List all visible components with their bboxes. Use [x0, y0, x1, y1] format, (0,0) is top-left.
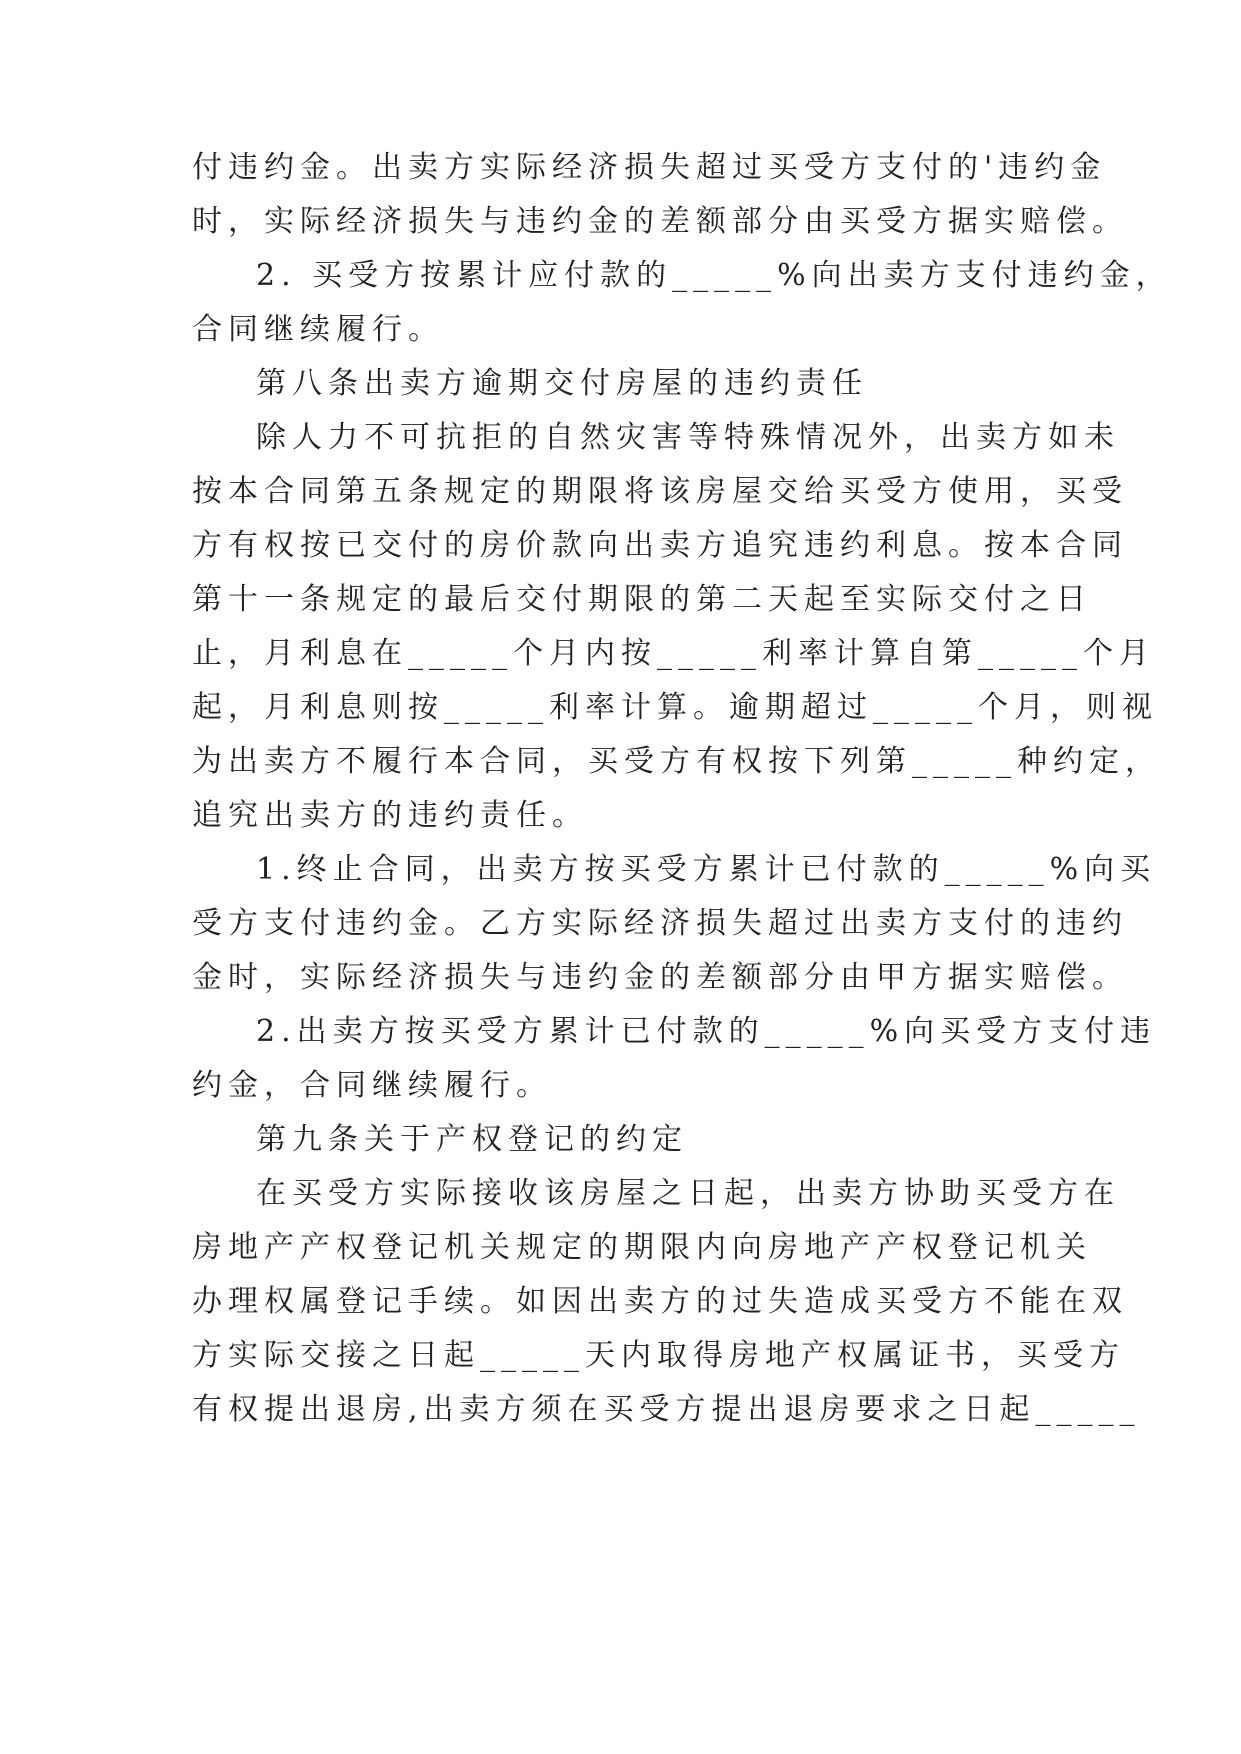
text-line: 办理权属登记手续。如因出卖方的过失造成买受方不能在双 [192, 1284, 1128, 1319]
section-heading: 第八条出卖方逾期交付房屋的违约责任 [256, 366, 868, 401]
text-line: 止，月利息在_____个月内按_____利率计算自第_____个月 [192, 636, 1155, 671]
text-line: 为出卖方不履行本合同，买受方有权按下列第_____种约定， [192, 744, 1161, 779]
text-line: 第十一条规定的最后交付期限的第二天起至实际交付之日 [192, 582, 1092, 617]
text-line: 金时，实际经济损失与违约金的差额部分由甲方据实赔偿。 [192, 960, 1128, 995]
text-line: 合同继续履行。 [192, 312, 444, 347]
text-line: 方有权按已交付的房价款向出卖方追究违约利息。按本合同 [192, 528, 1128, 563]
text-line: 受方支付违约金。乙方实际经济损失超过出卖方支付的违约 [192, 906, 1128, 941]
text-line: 在买受方实际接收该房屋之日起，出卖方协助买受方在 [256, 1176, 1120, 1211]
text-line: 按本合同第五条规定的期限将该房屋交给买受方使用，买受 [192, 474, 1128, 509]
text-line: 付违约金。出卖方实际经济损失超过买受方支付的'违约金 [192, 150, 1107, 185]
text-line: 2. 买受方按累计应付款的_____%向出卖方支付违约金， [256, 258, 1172, 293]
section-heading: 第九条关于产权登记的约定 [256, 1122, 688, 1157]
text-line: 约金，合同继续履行。 [192, 1068, 552, 1103]
text-line: 1.终止合同，出卖方按买受方累计已付款的_____%向买 [256, 852, 1157, 887]
text-line: 时，实际经济损失与违约金的差额部分由买受方据实赔偿。 [192, 204, 1128, 239]
text-line: 方实际交接之日起_____天内取得房地产权属证书，买受方 [192, 1338, 1125, 1373]
text-line: 除人力不可抗拒的自然灾害等特殊情况外，出卖方如未 [256, 420, 1120, 455]
text-line: 2.出卖方按买受方累计已付款的_____%向买受方支付违 [256, 1014, 1157, 1049]
text-line: 起，月利息则按_____利率计算。逾期超过_____个月，则视 [192, 690, 1158, 725]
text-line: 有权提出退房,出卖方须在买受方提出退房要求之日起_____ [192, 1392, 1141, 1427]
text-line: 追究出卖方的违约责任。 [192, 798, 588, 833]
text-line: 房地产产权登记机关规定的期限内向房地产产权登记机关 [192, 1230, 1092, 1265]
